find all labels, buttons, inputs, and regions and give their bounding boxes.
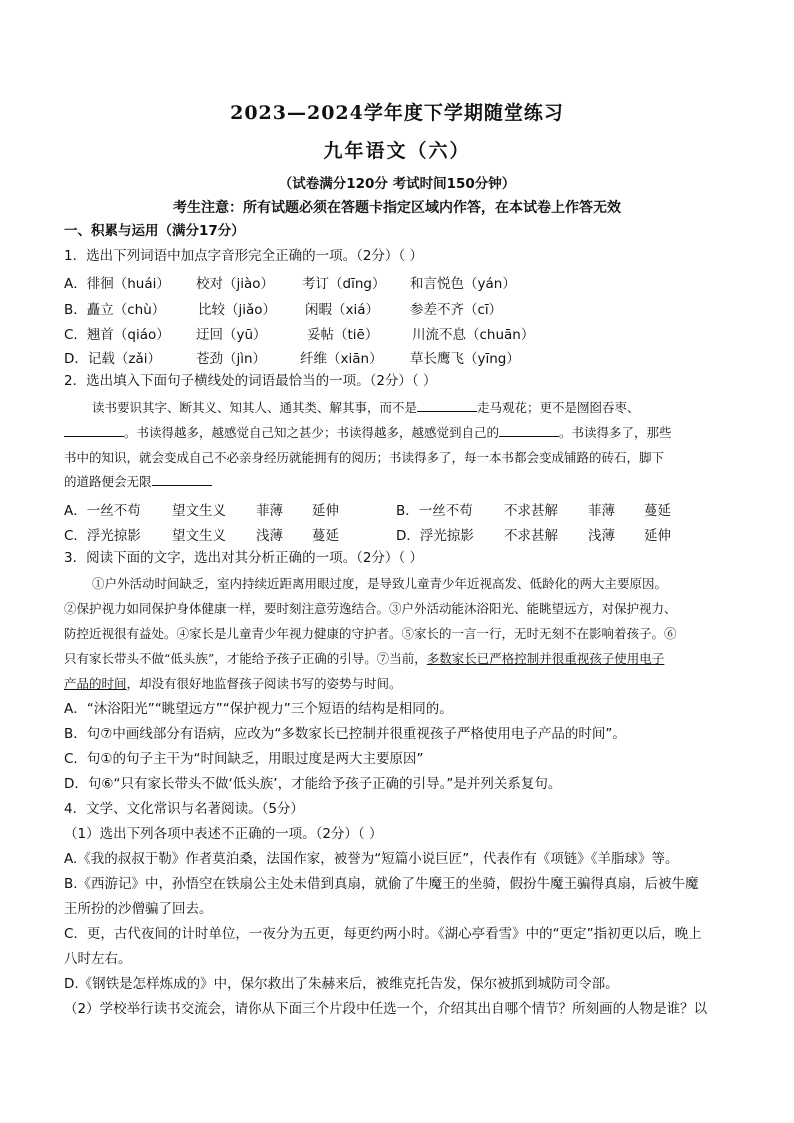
q2-d-3: 浅薄 xyxy=(588,528,615,544)
q4-sub2: （2）学校举行读书交流会，请你从下面三个片段中任选一个，介绍其出自哪个情节？所刻画的人物是谁？以 xyxy=(64,1001,708,1017)
q1-b-3: 闲暇（xiá） xyxy=(305,302,380,318)
q2-d-2: 不求甚解 xyxy=(504,528,558,544)
q2-passage-text: 读书要识其字、断其义、知其人、通其类、解其事，而不是 xyxy=(92,400,418,415)
q4-option-d: D.《钢铁是怎样炼成的》中，保尔救出了朱赫来后，被维克托告发，保尔被抓到城防司令部。 xyxy=(64,976,619,992)
q2-passage-text: 。书读得越多，越感觉自己知之甚少；书读得越多，越感觉到自己的 xyxy=(124,425,500,440)
exam-subtitle: 九年语文（六） xyxy=(323,140,471,162)
q1-d-1: D．记载（zǎi） xyxy=(64,351,162,367)
q3-option-c: C．句①的句子主干为“时间缺乏，用眼过度是两大主要原因” xyxy=(64,751,424,767)
q1-a-2: 校对（jiào） xyxy=(196,276,275,292)
q1-c-1: C．翘首（qiáo） xyxy=(64,327,170,343)
answer-blank xyxy=(417,399,477,412)
q2-b-2: 不求甚解 xyxy=(504,503,558,519)
q2-passage-line3: 书中的知识，就会变成自己不必亲身经历就能拥有的阅历；书读得多了，每一本书都会变成铺路的砖石，脚下 xyxy=(64,450,665,465)
q2-b-1: B．一丝不苟 xyxy=(396,503,473,519)
q1-b-1: B．矗立（chù） xyxy=(64,302,166,318)
q2-a-1: A．一丝不苟 xyxy=(64,503,141,519)
q2-a-3: 菲薄 xyxy=(256,503,283,519)
q2-b-3: 菲薄 xyxy=(588,503,615,519)
answer-blank xyxy=(152,473,212,486)
q1-d-2: 苍劲（jìn） xyxy=(196,351,267,367)
q2-a-2: 望文生义 xyxy=(172,503,226,519)
q3-passage-line3: 防控近视很有益处。④家长是儿童青少年视力健康的守护者。⑤家长的一言一行，无时无刻不在影响着孩子。⑥ xyxy=(64,626,677,641)
q3-passage-line1: ①户外活动时间缺乏，室内持续近距离用眼过度，是导致儿童青少年近视高发、低龄化的两大主要原因。 xyxy=(92,576,668,591)
q4-sub1: （1）选出下列各项中表述不正确的一项。（2分）（ ） xyxy=(64,826,383,842)
q3-stem: 3．阅读下面的文字，选出对其分析正确的一项。（2分）（ ） xyxy=(64,550,423,566)
q3-underlined-text: 产品的时间 xyxy=(64,676,127,691)
q1-c-2: 迂回（yū） xyxy=(196,327,267,343)
q3-passage-line5 xyxy=(64,675,734,693)
section-heading: 一、积累与运用（满分17分） xyxy=(64,223,245,239)
q2-d-1: D．浮光掠影 xyxy=(396,528,474,544)
q1-d-3: 纤维（xiān） xyxy=(300,351,383,367)
q3-passage-line2: ②保护视力如同保护身体健康一样，要时刻注意劳逸结合。③户外活动能沐浴阳光、能眺望远方，对保护视力、 xyxy=(64,601,677,616)
q2-passage-text: 的道路便会无限 xyxy=(64,474,152,489)
q1-a-1: A．徘徊（huái） xyxy=(64,276,170,292)
q4-option-c-line1: C．更，古代夜间的计时单位，一夜分为五更，每更约两小时。《湖心亭看雪》中的“更定”指初更以后，晚上 xyxy=(64,926,702,942)
q3-option-d: D．句⑥“只有家长带头不做‘低头族’，才能给予孩子正确的引导。”是并列关系复句。 xyxy=(64,776,562,792)
q1-b-4: 参差不齐（cī） xyxy=(410,302,503,318)
q4-stem: 4．文学、文化常识与名著阅读。（5分） xyxy=(64,801,304,817)
q2-b-4: 蔓延 xyxy=(644,503,671,519)
q2-passage-line2 xyxy=(64,424,734,442)
q4-option-a: A.《我的叔叔于勒》作者莫泊桑，法国作家，被誉为“短篇小说巨匠”，代表作有《项链》《羊脂球》等。 xyxy=(64,851,679,867)
q4-option-b-line2: 王所扮的沙僧骗了回去。 xyxy=(64,901,213,917)
q1-a-3: 考订（dīng） xyxy=(302,276,386,292)
q2-c-1: C．浮光掠影 xyxy=(64,528,141,544)
exam-notice: 考生注意：所有试题必须在答题卡指定区域内作答，在本试卷上作答无效 xyxy=(173,200,621,216)
answer-blank xyxy=(64,424,124,437)
exam-title: 2023—2024学年度下学期随堂练习 xyxy=(230,102,564,124)
q2-c-2: 望文生义 xyxy=(172,528,226,544)
q4-option-c-line2: 八时左右。 xyxy=(64,951,132,967)
q2-passage-line1 xyxy=(92,399,762,417)
q3-underlined-text: 多数家长已严格控制并很重视孩子使用电子 xyxy=(426,651,665,666)
q3-passage-text: ，却没有很好地监督孩子阅读书写的姿势与时间。 xyxy=(126,676,402,691)
q1-b-2: 比较（jiǎo） xyxy=(198,302,277,318)
q1-c-3: 妥帖（tiē） xyxy=(307,327,379,343)
q1-a-4: 和言悦色（yán） xyxy=(410,276,516,292)
q2-passage-line4 xyxy=(64,473,734,491)
q1-stem: 1．选出下列词语中加点字音形完全正确的一项。（2分）（ ） xyxy=(64,248,423,264)
q4-option-b-line1: B.《西游记》中，孙悟空在铁扇公主处未借到真扇，就偷了牛魔王的坐骑，假扮牛魔王骗得真扇，后被牛魔 xyxy=(64,876,699,892)
q2-c-3: 浅薄 xyxy=(256,528,283,544)
q3-passage-line4 xyxy=(64,650,734,668)
q3-option-b: B．句⑦中画线部分有语病，应改为“多数家长已控制并很重视孩子严格使用电子产品的时间”。 xyxy=(64,726,626,742)
q3-passage-text: 只有家长带头不做“低头族”，才能给予孩子正确的引导。⑦当前， xyxy=(64,651,427,666)
q3-option-a: A．“沐浴阳光”“眺望远方”“保护视力”三个短语的结构是相同的。 xyxy=(64,701,453,717)
answer-blank xyxy=(499,424,559,437)
q2-passage-text: 。书读得多了，那些 xyxy=(559,425,672,440)
q2-d-4: 延伸 xyxy=(644,528,671,544)
q2-passage-text: 走马观花；更不是囫囵吞枣、 xyxy=(477,400,640,415)
exam-meta: （试卷满分120分 考试时间150分钟） xyxy=(278,176,516,192)
q2-c-4: 蔓延 xyxy=(312,528,339,544)
q2-stem: 2．选出填入下面句子横线处的词语最恰当的一项。（2分）（ ） xyxy=(64,373,437,389)
q2-a-4: 延伸 xyxy=(312,503,339,519)
q1-d-4: 草长鹰飞（yīng） xyxy=(410,351,520,367)
q1-c-4: 川流不息（chuān） xyxy=(412,327,535,343)
